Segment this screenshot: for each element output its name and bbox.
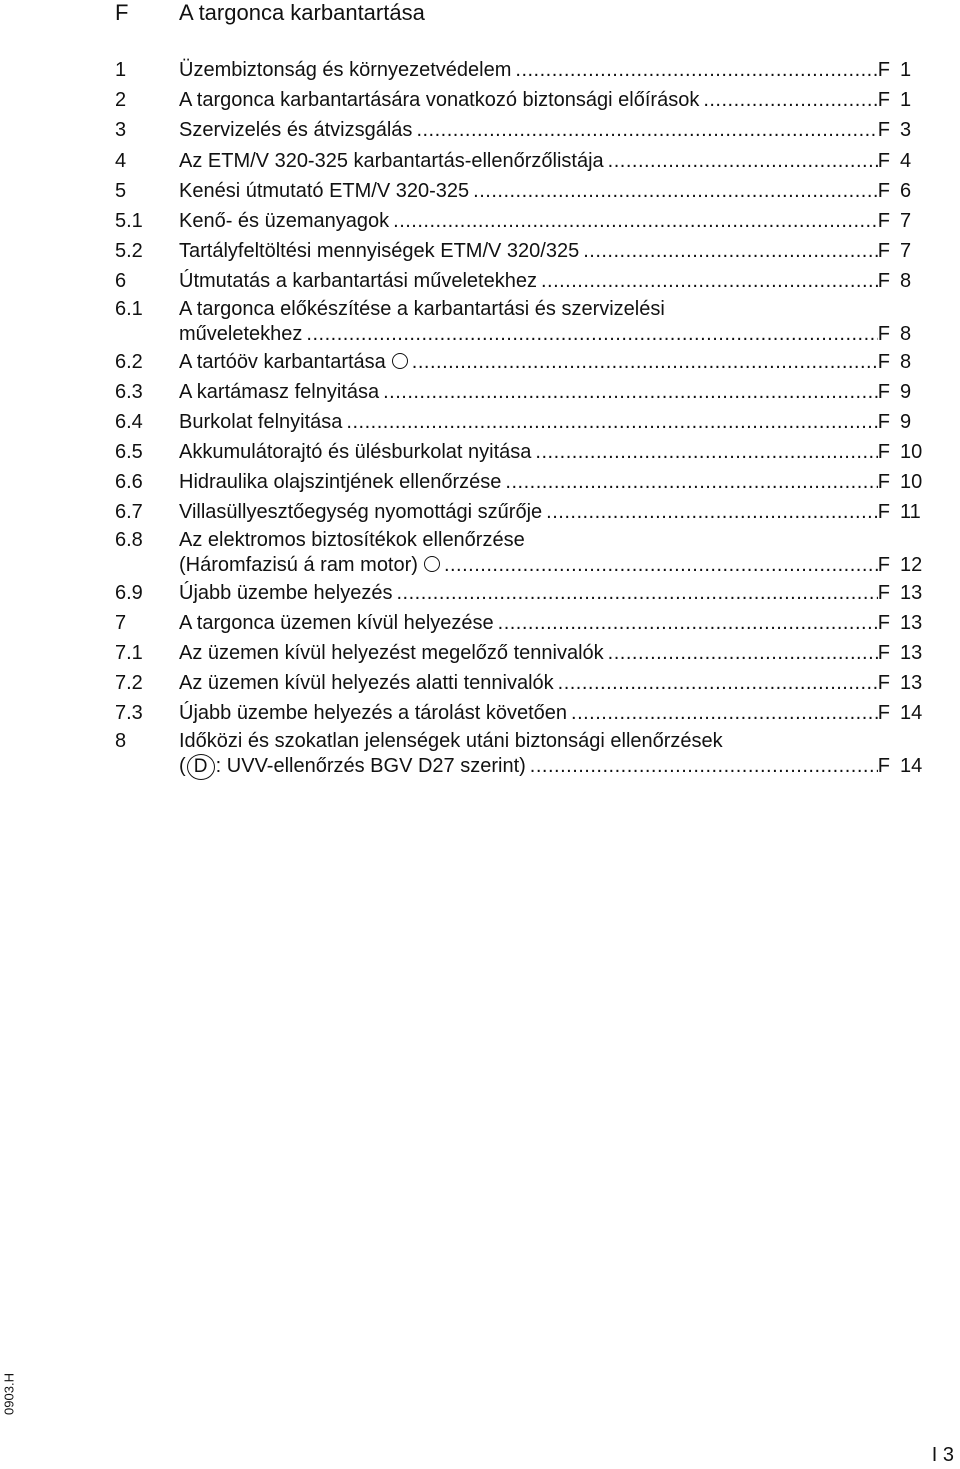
toc-entry-title: Szervizelés és átvizsgálás	[179, 119, 413, 142]
toc-entry-title: Az üzemen kívül helyezést megelőző tennivalók	[179, 642, 604, 664]
toc-entry-number: 7.3	[115, 702, 143, 725]
dot-leader	[567, 698, 878, 728]
toc-entry-number: 6.5	[115, 441, 143, 464]
toc-page-number: 13	[900, 672, 923, 695]
dot-leader	[579, 236, 878, 266]
toc-entry-title: Útmutatás a karbantartási műveletekhez	[179, 270, 537, 293]
toc-entry[interactable]	[115, 297, 930, 347]
toc-entry-number: 6.3	[115, 380, 143, 403]
section-title: A targonca karbantartása	[179, 0, 425, 25]
toc-entry-title: A kartámasz felnyitása	[179, 380, 380, 403]
dot-leader	[412, 115, 877, 145]
toc-page-prefix: F	[877, 179, 890, 202]
toc-entry-number: 6	[115, 270, 127, 293]
toc-entry[interactable]	[115, 347, 930, 377]
toc-entry[interactable]	[115, 729, 930, 779]
toc-page-prefix: F	[877, 581, 890, 604]
dot-leader	[604, 638, 878, 668]
toc-entry[interactable]	[115, 146, 930, 176]
toc-entry-number: 6.7	[115, 501, 143, 524]
toc-page-prefix: F	[877, 59, 890, 81]
toc-entry-number: 3	[115, 119, 127, 142]
toc-entry[interactable]	[115, 407, 930, 437]
toc-page-number: 13	[900, 611, 923, 634]
toc-entry-number: 7	[115, 611, 127, 634]
dot-leader	[511, 55, 877, 85]
toc-page-number: 11	[900, 501, 921, 524]
toc-page-number: 4	[900, 149, 912, 172]
toc-entry-title: Az ETM/V 320-325 karbantartás-ellenőrzőlistája	[179, 149, 604, 172]
dot-leader	[554, 668, 878, 698]
toc-entry[interactable]	[115, 266, 930, 296]
toc-entry-title: Kenési útmutató ETM/V 320-325	[179, 179, 470, 202]
toc-page-number: 13	[900, 581, 923, 604]
toc-entry-number: 4	[115, 149, 127, 172]
dot-leader	[469, 176, 878, 206]
toc-page-number: 13	[900, 642, 923, 664]
toc-entry-number: 1	[115, 59, 127, 81]
toc-entry-number: 7.2	[115, 672, 143, 695]
document-code-text: 0903.H	[1, 1373, 17, 1415]
toc-entry[interactable]	[115, 437, 930, 467]
dot-leader	[542, 497, 878, 527]
toc-entry[interactable]	[115, 638, 930, 668]
toc-entry-title: Burkolat felnyitása	[179, 410, 343, 433]
toc-entry-title: műveletekhez	[179, 322, 303, 345]
toc-entry[interactable]	[115, 698, 930, 728]
dot-leader	[537, 266, 878, 296]
dot-leader	[392, 578, 877, 608]
toc-entry[interactable]	[115, 467, 930, 497]
toc-entry[interactable]	[115, 55, 930, 85]
toc-page-number: 12	[900, 553, 923, 576]
dot-leader	[440, 553, 878, 578]
toc-entry-number: 5	[115, 179, 127, 202]
circle-icon	[392, 353, 408, 369]
toc-entry-number: 6.6	[115, 471, 143, 494]
toc-entry-number: 6.1	[115, 297, 143, 320]
toc-page-prefix: F	[877, 441, 890, 464]
toc-page-prefix: F	[877, 119, 890, 142]
toc-page-number: 3	[900, 119, 912, 142]
toc-entry-number: 6.8	[115, 528, 143, 551]
toc-page-prefix: F	[877, 754, 890, 777]
toc-page-number: 9	[900, 410, 912, 433]
toc-entry[interactable]	[115, 85, 930, 115]
toc-entry[interactable]	[115, 497, 930, 527]
toc-page-number: 8	[900, 322, 912, 345]
toc-page-number: 14	[900, 702, 923, 725]
toc-entry[interactable]	[115, 528, 930, 578]
toc-entry-title: Villasüllyesztőegység nyomottági szűrője	[179, 501, 543, 524]
toc-entry[interactable]	[115, 176, 930, 206]
dot-leader	[302, 322, 877, 347]
toc-page-prefix: F	[877, 702, 890, 725]
toc-entry[interactable]	[115, 578, 930, 608]
toc-page-number: 6	[900, 179, 912, 202]
toc-entry-number: 5.1	[115, 209, 143, 232]
toc-entry-title: A targonca üzemen kívül helyezése	[179, 611, 494, 634]
dot-leader	[379, 377, 878, 407]
toc-page-prefix: F	[877, 209, 890, 232]
dot-leader	[699, 85, 877, 115]
dot-leader	[501, 467, 877, 497]
toc-entry-title-line1: A targonca előkészítése a karbantartási és szervizelési	[179, 297, 665, 320]
toc-page-prefix: F	[877, 642, 890, 664]
toc-page-number: 7	[900, 240, 912, 263]
toc-entry-title: Tartályfeltöltési mennyiségek ETM/V 320/325	[179, 240, 580, 263]
toc-entry-title-line1: Időközi és szokatlan jelenségek utáni biztonsági ellenőrzések	[179, 729, 723, 752]
toc-page-prefix: F	[877, 380, 890, 403]
toc-page-prefix: F	[877, 270, 890, 293]
toc-entry-number: 6.2	[115, 350, 143, 373]
toc-entry-title-line1: Az elektromos biztosítékok ellenőrzése	[179, 528, 525, 551]
table-of-contents	[115, 55, 930, 779]
toc-entry-number: 7.1	[115, 642, 143, 664]
dot-leader	[342, 407, 877, 437]
toc-page-number: 14	[900, 754, 923, 777]
toc-entry-title: Akkumulátorajtó és ülésburkolat nyitása	[179, 441, 532, 464]
toc-entry[interactable]	[115, 115, 930, 145]
toc-page-prefix: F	[877, 672, 890, 695]
dot-leader	[531, 437, 877, 467]
dot-leader	[494, 608, 878, 638]
toc-entry-paren: (	[179, 754, 186, 777]
toc-entry-title: Kenő- és üzemanyagok	[179, 209, 390, 232]
toc-page-number: 10	[900, 441, 923, 464]
toc-page-number: 8	[900, 350, 912, 373]
toc-entry-title: A targonca karbantartására vonatkozó biztonsági előírások	[179, 89, 700, 112]
page-number: I 3	[931, 1444, 954, 1466]
toc-entry-title: : UVV-ellenőrzés BGV D27 szerint)	[215, 754, 526, 777]
toc-entry-title: (Háromfazisú á ram motor)	[179, 553, 418, 576]
toc-page-number: 1	[900, 89, 912, 112]
toc-page-prefix: F	[877, 350, 890, 373]
toc-page-prefix: F	[877, 611, 890, 634]
circle-icon	[424, 556, 440, 572]
toc-page-number: 7	[900, 209, 912, 232]
toc-entry-number: 6.9	[115, 581, 143, 604]
toc-page-prefix: F	[877, 553, 890, 576]
toc-entry[interactable]	[115, 668, 930, 698]
toc-entry-number: 8	[115, 729, 127, 752]
toc-page-prefix: F	[877, 89, 890, 112]
toc-entry-title: Újabb üzembe helyezés	[179, 581, 393, 604]
toc-entry-title: Hidraulika olajszintjének ellenőrzése	[179, 471, 502, 494]
toc-page-number: 10	[900, 471, 923, 494]
dot-leader	[408, 347, 878, 377]
toc-entry-title: Az üzemen kívül helyezés alatti tennivalók	[179, 672, 554, 695]
toc-entry[interactable]	[115, 206, 930, 236]
toc-page-prefix: F	[877, 410, 890, 433]
toc-entry-number: 6.4	[115, 410, 143, 433]
toc-page-prefix: F	[877, 501, 890, 524]
toc-page-number: 9	[900, 380, 912, 403]
toc-page-number: 1	[900, 59, 912, 81]
toc-page-prefix: F	[877, 240, 890, 263]
toc-entry-title: Újabb üzembe helyezés a tárolást követően	[179, 702, 568, 725]
toc-page-prefix: F	[877, 322, 890, 345]
toc-page-prefix: F	[877, 471, 890, 494]
dot-leader	[389, 206, 878, 236]
toc-entry-number: 5.2	[115, 240, 143, 263]
document-code	[2, 1364, 16, 1424]
toc-entry-title: A tartóöv karbantartása	[179, 350, 386, 373]
toc-entry-title: Üzembiztonság és környezetvédelem	[179, 59, 512, 81]
toc-entry-number: 2	[115, 89, 127, 112]
toc-entry[interactable]	[115, 608, 930, 638]
toc-entry[interactable]	[115, 236, 930, 266]
country-badge-icon: D	[187, 754, 215, 780]
toc-page-number: 8	[900, 270, 912, 293]
dot-leader	[526, 754, 878, 779]
toc-page-prefix: F	[877, 149, 890, 172]
section-letter: F	[115, 0, 129, 25]
dot-leader	[604, 146, 878, 176]
toc-entry[interactable]	[115, 377, 930, 407]
